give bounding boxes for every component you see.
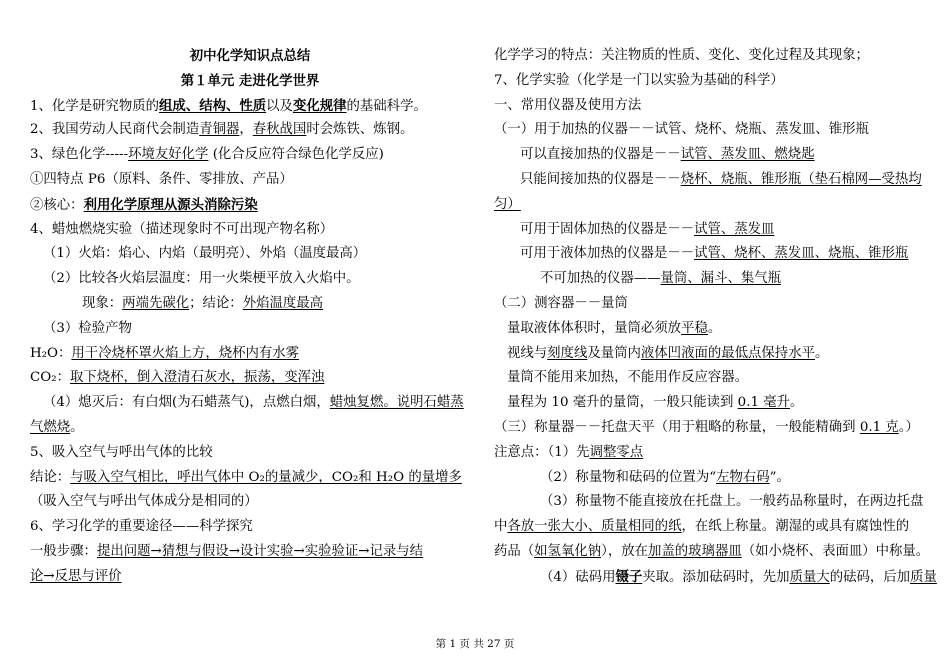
- line-r12: 量取液体体积时，量筒必须放平稳。: [507, 320, 722, 336]
- right-column: [494, 44, 937, 590]
- line-l14: 气燃烧。: [30, 419, 84, 435]
- line-r11: （二）测容器－－量筒: [494, 295, 628, 311]
- line-l6: 4、蜡烛燃烧实验（描述现象时不可出现产物名称）: [30, 221, 334, 237]
- line-r17: 注意点：（1）先调整零点: [494, 444, 644, 460]
- line-l10: （3）检验产物: [43, 320, 132, 336]
- line-l1: 1、化学是研究物质的组成、结构、性质以及变化规律的基础科学。: [30, 97, 427, 114]
- line-l4: ①四特点 P6（原料、条件、零排放、产品）: [30, 171, 293, 187]
- line-r4: （一）用于加热的仪器－－试管、烧杯、烧瓶、蒸发皿、锥形瓶: [494, 122, 869, 138]
- unit-title: 第１单元 走进化学世界: [180, 72, 320, 89]
- line-l2: 2、我国劳动人民商代会制造青铜器，春秋战国时会炼铁、炼钢。: [30, 122, 414, 138]
- line-l5: ②核心：利用化学原理从源头消除污染: [30, 196, 258, 213]
- left-column: [30, 44, 470, 590]
- line-r5: 可以直接加热的仪器是－－试管、蒸发皿、燃烧匙: [520, 147, 815, 163]
- document-title: 初中化学知识点总结: [189, 48, 311, 64]
- line-l12: CO₂：取下烧杯，倒入澄清石灰水，振荡，变浑浊: [30, 370, 325, 386]
- line-l19: 一般步骤：提出问题→猜想与假设→设计实验→实验验证→记录与结: [30, 543, 424, 559]
- line-l18: 6、学习化学的重要途径——科学探究: [30, 519, 253, 535]
- line-l17: （吸入空气与呼出气体成分是相同的）: [30, 494, 258, 510]
- line-r18: （2）称量物和砝码的位置为“左物右码”。: [540, 469, 790, 485]
- line-r13: 视线与刻度线及量筒内液体凹液面的最低点保持水平。: [507, 345, 829, 361]
- line-r6: 只能间接加热的仪器是－－烧杯、烧瓶、锥形瓶（垫石棉网—受热均: [520, 171, 922, 187]
- line-r1: 化学学习的特点：关注物质的性质、变化、变化过程及其现象；: [494, 48, 869, 63]
- line-l16: 结论：与吸入空气相比，呼出气体中 O₂的量减少，CO₂和 H₂O 的量增多: [30, 469, 462, 485]
- line-l9: 现象：两端先碳化；结论：外焰温度最高: [82, 295, 324, 311]
- line-r15: 量程为 10 毫升的量筒，一般只能读到 0.1 毫升。: [507, 395, 804, 411]
- line-l3: 3、绿色化学-----环境友好化学 (化合反应符合绿色化学反应): [30, 147, 384, 163]
- line-r3: 一、常用仪器及使用方法: [494, 97, 642, 113]
- line-r8: 可用于固体加热的仪器是－－试管、蒸发皿: [520, 221, 775, 237]
- line-r7: 匀）: [494, 196, 521, 212]
- line-r14: 量筒不能用来加热，不能用作反应容器。: [507, 370, 749, 386]
- line-r9: 可用于液体加热的仪器是－－试管、烧杯、蒸发皿、烧瓶、锥形瓶: [520, 246, 909, 262]
- line-r19: （3）称量物不能直接放在托盘上。一般药品称量时，在两边托盘: [540, 494, 924, 510]
- line-l13: （4）熄灭后：有白烟(为石蜡蒸气)，点燃白烟，蜡烛复燃。说明石蜡蒸: [43, 395, 464, 411]
- line-l7: （1）火焰：焰心、内焰（最明亮）、外焰（温度最高）: [43, 246, 367, 262]
- line-l11: H₂O：用干冷烧杯罩火焰上方，烧杯内有水雾: [30, 345, 300, 361]
- page-number: 第 1 页 共 27 页: [435, 638, 515, 650]
- line-r10: 不可加热的仪器——量筒、漏斗、集气瓶: [540, 271, 782, 287]
- line-r21: 药品（如氢氧化钠），放在加盖的玻璃器皿（如小烧杯、表面皿）中称量。: [494, 543, 930, 559]
- line-r22: （4）砝码用镊子夹取。添加砝码时，先加质量大的砝码，后加质量: [540, 568, 937, 585]
- line-l20: 论→反思与评价: [30, 568, 122, 584]
- line-l15: 5、吸入空气与呼出气体的比较: [30, 444, 213, 460]
- line-r16: （三）称量器－－托盘天平（用于粗略的称量，一般能精确到 0.1 克。）: [494, 419, 919, 435]
- line-l8: （2）比较各火焰层温度：用一火柴梗平放入火焰中。: [43, 271, 360, 287]
- line-r2: 7、化学实验（化学是一门以实验为基础的科学）: [494, 72, 784, 88]
- line-r20: 中各放一张大小、质量相同的纸，在纸上称量。潮湿的或具有腐蚀性的: [494, 519, 910, 535]
